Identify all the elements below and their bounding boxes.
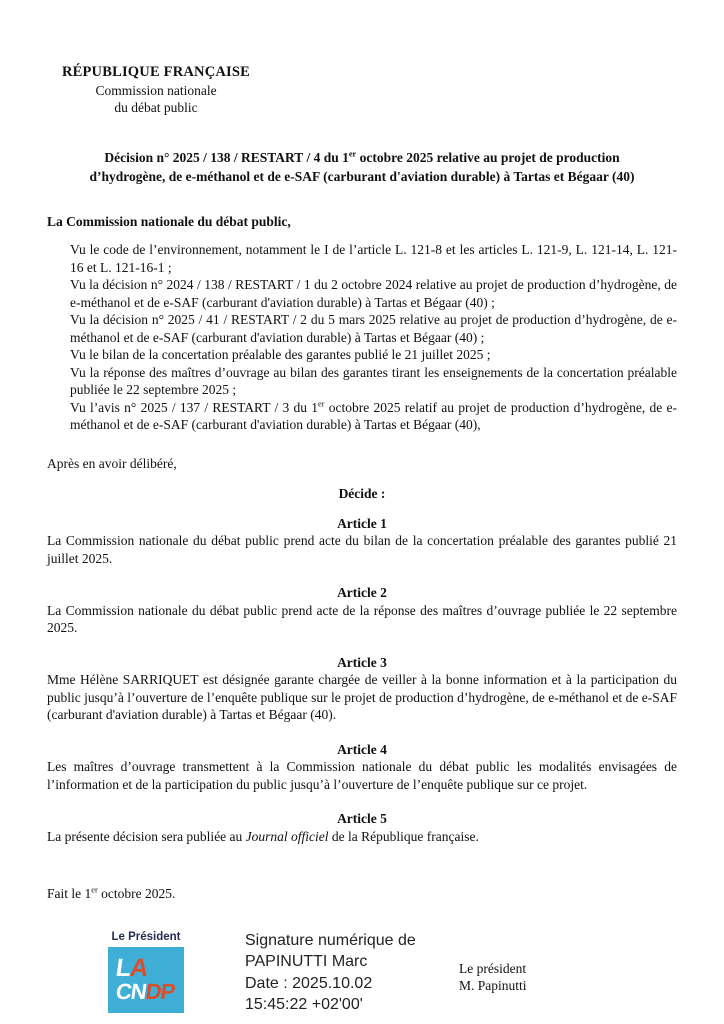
visa-paragraph: Vu le bilan de la concertation préalable des garantes publié le 21 juillet 2025 ; <box>70 347 491 362</box>
article-1 <box>47 515 677 568</box>
republic-title: RÉPUBLIQUE FRANÇAISE <box>61 64 251 80</box>
article-3 <box>47 654 677 724</box>
decide-line: Décide : <box>338 486 386 501</box>
article-1-heading: Article 1 <box>337 515 387 531</box>
date-line: Fait le 1er octobre 2025. <box>47 885 176 901</box>
superscript-er: er <box>317 399 325 408</box>
president-stamp <box>108 930 184 1013</box>
president-name-block <box>459 960 527 994</box>
deliberation-line: Après en avoir délibéré, <box>47 455 177 471</box>
visa-paragraph: Vu la décision n° 2025 / 41 / RESTART / 2 du 5 mars 2025 relative au projet de production d’hydrogène, de e-méthanol et de e-SAF (carburant d'aviation durable) à Tartas et Bégaar (40) ; <box>70 312 677 345</box>
visa-paragraph: Vu le code de l’environnement, notamment le I de l’article L. 121-8 et les articles L. 121-9, L. 121-14, L. 121-16 et L. 121-16-1 ; <box>70 242 677 275</box>
article-3-body: Mme Hélène SARRIQUET est désignée garante chargée de veiller à la bonne information et à la participation du public jusqu’à l’ouverture de l’enquête publique sur le projet de production d’hydrogène, de e-méthanol et de e-SAF (carburant d'aviation durable) à Tartas et Bégaar (40). <box>47 672 677 722</box>
digital-signature-line4: 15:45:22 +02'00' <box>245 996 363 1013</box>
president-name: M. Papinutti <box>459 977 527 993</box>
org-name-line1: Commission nationale <box>95 82 217 98</box>
digital-signature-line2: PAPINUTTI Marc <box>245 953 368 970</box>
digital-signature-line3: Date : 2025.10.02 <box>245 974 373 992</box>
superscript-er: er <box>91 885 98 895</box>
org-name-line2: du débat public <box>114 100 198 115</box>
article-4-heading: Article 4 <box>337 741 387 757</box>
digital-signature-line1: Signature numérique de <box>245 931 416 949</box>
cndp-logo-line2: CNDP <box>114 979 177 1004</box>
article-1-body: La Commission nationale du débat public prend acte du bilan de la concertation préalable des garantes publié 21 juillet 2025. <box>47 533 677 566</box>
president-title: Le président <box>459 960 527 976</box>
article-3-heading: Article 3 <box>337 654 387 670</box>
stamp-label: Le Président <box>111 930 181 943</box>
visa-paragraph: Vu l’avis n° 2025 / 137 / RESTART / 3 du 1er octobre 2025 relatif au projet de production d’hydrogène, de e-méthanol et de e-SAF (carburant d'aviation durable) à Tartas et Bégaar (40), <box>70 399 678 432</box>
article-4-body: Les maîtres d’ouvrage transmettent à la Commission nationale du débat public les modalités envisagées de l’information et de la participation du public jusqu’à l’ouverture de l’enquête publique sur ce projet. <box>47 759 677 792</box>
digital-signature-text <box>245 930 435 1016</box>
document-title-line1: Décision n° 2025 / 138 / RESTART / 4 du 1er octobre 2025 relative au projet de production <box>104 149 620 165</box>
cndp-logo-line1: LA <box>114 954 150 982</box>
visa-paragraph: Vu la décision n° 2024 / 138 / RESTART / 1 du 2 octobre 2024 relative au projet de production d’hydrogène, de e-méthanol et de e-SAF (carburant d'aviation durable) à Tartas et Bégaar (40) ; <box>70 277 677 310</box>
cndp-logo <box>108 947 184 1013</box>
article-5 <box>47 810 677 845</box>
article-2-heading: Article 2 <box>337 585 387 600</box>
article-2 <box>47 584 677 637</box>
article-5-body: La présente décision sera publiée au Journal officiel de la République française. <box>47 828 479 844</box>
article-5-heading: Article 5 <box>337 811 387 826</box>
signature-block <box>47 930 677 1016</box>
superscript-er: er <box>348 149 357 158</box>
visas-block <box>70 241 677 434</box>
article-4 <box>47 741 677 794</box>
article-2-body: La Commission nationale du débat public prend acte de la réponse des maîtres d’ouvrage publiée le 22 septembre 2025. <box>47 602 677 635</box>
opening-line: La Commission nationale du débat public, <box>47 213 291 229</box>
visa-paragraph: Vu la réponse des maîtres d’ouvrage au bilan des garantes tirant les enseignements de la concertation préalable publiée le 22 septembre 2025 ; <box>70 364 677 397</box>
letterhead <box>57 64 255 117</box>
document-title <box>47 148 677 186</box>
journal-officiel-italic: Journal officiel <box>245 828 329 844</box>
document-title-line2: d’hydrogène, de e-méthanol et de e-SAF (carburant d'aviation durable) à Tartas et Bégaar (40) <box>89 168 635 184</box>
